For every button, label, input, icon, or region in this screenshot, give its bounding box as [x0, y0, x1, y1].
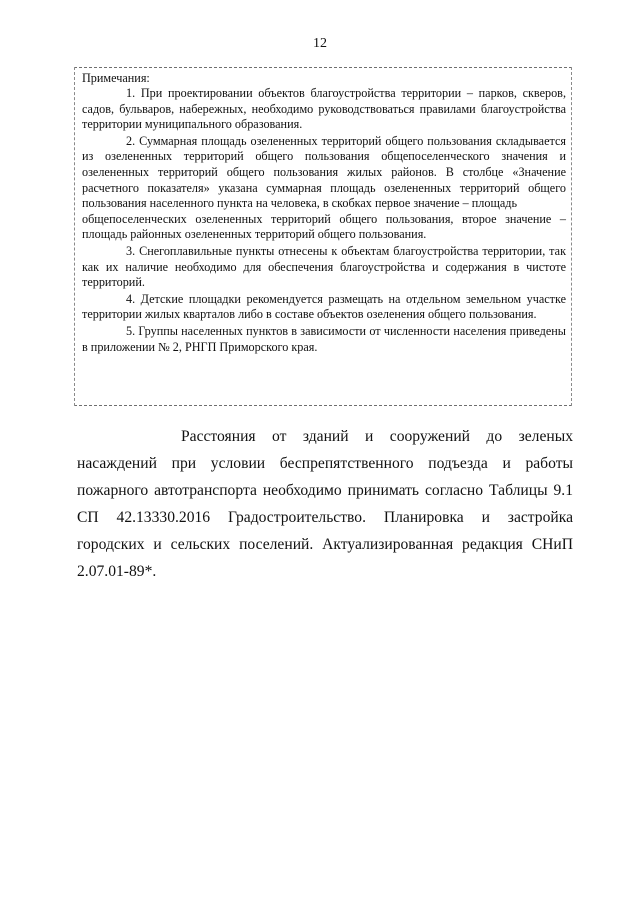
notes-box — [74, 67, 572, 406]
note-3: 3. Снегоплавильные пункты отнесены к объектам благоустройства территории, так как их наличие необходимо для обеспечения благоустройства и содержания в чистоте территорий. — [82, 243, 566, 290]
page-number: 12 — [313, 36, 327, 51]
body-paragraph: Расстояния от зданий и сооружений до зеленых насаждений при условии беспрепятственного подъезда и работы пожарного автотранспорта необходимо принимать согласно Таблицы 9.1 СП 42.13330.2016 Градостроительство. Планировка и застройка городских и сельских поселений. Актуализированная редакция СНиП 2.07.01-89*. — [77, 428, 573, 580]
note-4: 4. Детские площадки рекомендуется размещать на отдельном земельном участке территории жилых кварталов либо в составе объектов озеленения общего пользования. — [82, 291, 566, 322]
note-1: 1. При проектировании объектов благоустройства территории – парков, скверов, садов, бульваров, набережных, необходимо руководствоваться правилами благоустройства территории муниципального образования. — [82, 86, 566, 132]
note-5: 5. Группы населенных пунктов в зависимости от численности населения приведены в приложении № 2, РНГП Приморского края. — [82, 323, 566, 354]
note-2: 2. Суммарная площадь озелененных территорий общего пользования складывается из озелененных территорий общего пользования общепоселенческого значения и озелененных территорий общего пользования жилых районов. В столбце «Значение расчетного показателя» указана суммарная площадь озелененных территорий общего пользования населенного пункта на человека, в скобках первое значение – площадь — [82, 133, 566, 211]
note-2-continuation: общепоселенческих озелененных территорий общего пользования, второе значение – площадь районных озелененных территорий общего пользования. — [82, 211, 566, 242]
notes-title: Примечания: — [82, 71, 150, 85]
